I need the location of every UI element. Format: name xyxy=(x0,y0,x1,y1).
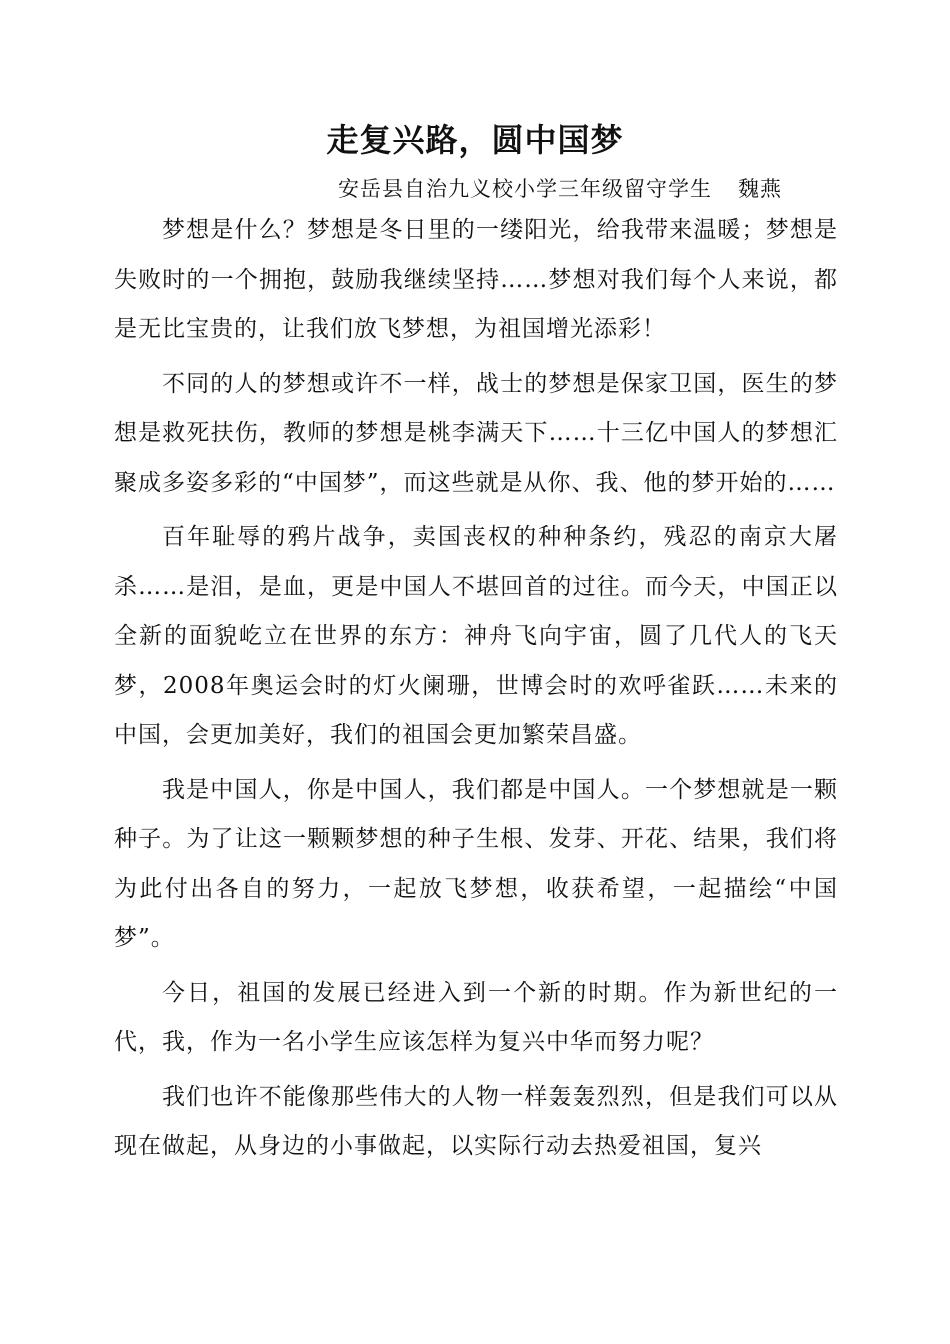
paragraph-2: 不同的人的梦想或许不一样，战士的梦想是保家卫国，医生的梦想是救死扶伤，教师的梦想是桃李满天下……十三亿中国人的梦想汇聚成多姿多彩的“中国梦”，而这些就是从你、我、他的梦开始的…… xyxy=(114,370,838,496)
byline xyxy=(338,174,858,204)
byline-school: 安岳县自治九义校小学三年级留守学生 xyxy=(338,177,712,201)
paragraph-4: 我是中国人，你是中国人，我们都是中国人。一个梦想就是一颗种子。为了让这一颗颗梦想的种子生根、发芽、开花、结果，我们将为此付出各自的努力，一起放飞梦想，收获希望，一起描绘“中国梦”。 xyxy=(114,776,838,951)
paragraph-3: 百年耻辱的鸦片战争，卖国丧权的种种条约，残忍的南京大屠杀……是泪，是血，更是中国人不堪回首的过往。而今天，中国正以全新的面貌屹立在世界的东方：神舟飞向宇宙，圆了几代人的飞天梦，2008年奥运会时的灯火阑珊，世博会时的欢呼雀跃……未来的中国，会更加美好，我们的祖国会更加繁荣昌盛。 xyxy=(114,524,838,748)
paragraph-5: 今日，祖国的发展已经进入到一个新的时期。作为新世纪的一代，我，作为一名小学生应该怎样为复兴中华而努力呢？ xyxy=(114,979,838,1055)
document-title: 走复兴路，圆中国梦 xyxy=(326,121,624,159)
paragraph-6: 我们也许不能像那些伟大的人物一样轰轰烈烈，但是我们可以从现在做起，从身边的小事做起，以实际行动去热爱祖国，复兴 xyxy=(114,1083,838,1159)
paragraph-1: 梦想是什么？梦想是冬日里的一缕阳光，给我带来温暖；梦想是失败时的一个拥抱，鼓励我继续坚持……梦想对我们每个人来说，都是无比宝贵的，让我们放飞梦想，为祖国增光添彩！ xyxy=(114,217,838,342)
byline-author: 魏燕 xyxy=(738,177,782,201)
essay-body xyxy=(114,206,838,1177)
